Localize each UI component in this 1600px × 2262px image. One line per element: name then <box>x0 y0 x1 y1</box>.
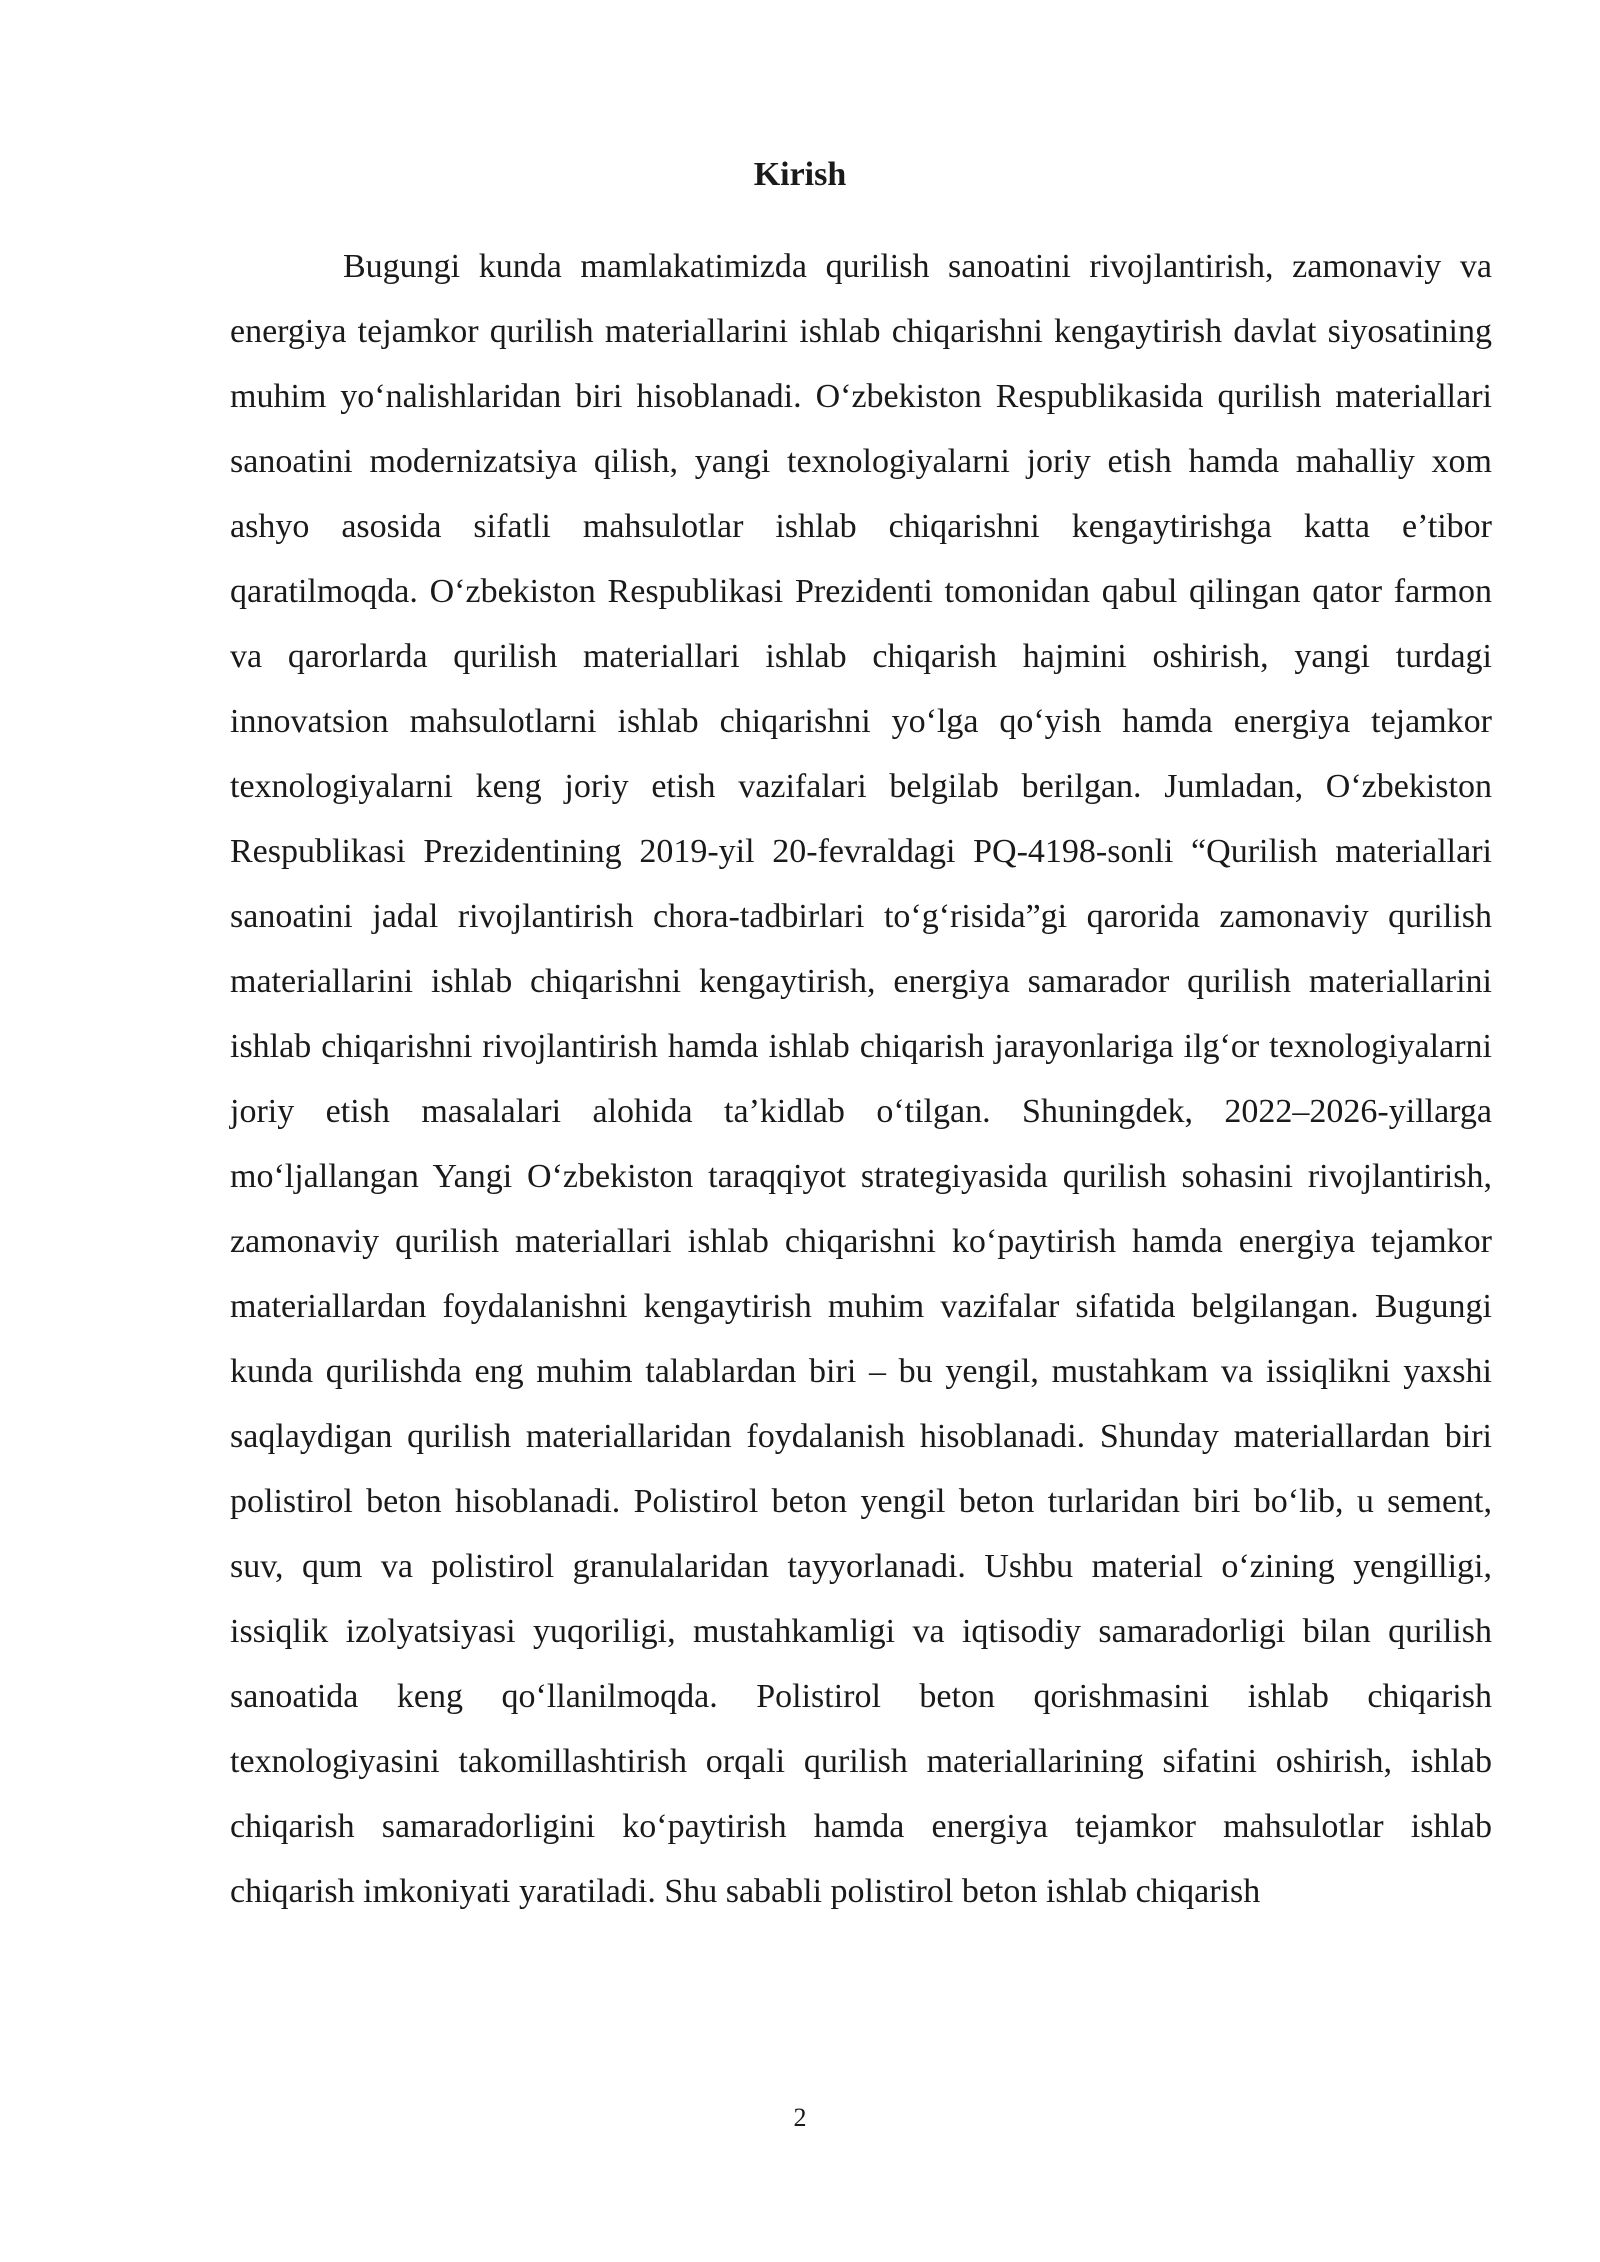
page-number: 2 <box>793 2103 807 2132</box>
body-paragraph: Bugungi kunda mamlakatimizda qurilish sanoatini rivojlantirish, zamonaviy va energiya tejamkor qurilish materiallarini ishlab chiqarishni kengaytirish davlat siyosatining muhim yo‘nalishlaridan biri hisoblanadi. O‘zbekiston Respublikasida qurilish materiallari sanoatini modernizatsiya qilish, yangi texnologiyalarni joriy etish hamda mahalliy xom ashyo asosida sifatli mahsulotlar ishlab chiqarishni kengaytirishga katta e’tibor qaratilmoqda. O‘zbekiston Respublikasi Prezidenti tomonidan qabul qilingan qator farmon va qarorlarda qurilish materiallari ishlab chiqarish hajmini oshirish, yangi turdagi innovatsion mahsulotlarni ishlab chiqarishni yo‘lga qo‘yish hamda energiya tejamkor texnologiyalarni keng joriy etish vazifalari belgilab berilgan. Jumladan, O‘zbekiston Respublikasi Prezidentining 2019-yil 20-fevraldagi PQ-4198-sonli “Qurilish materiallari sanoatini jadal rivojlantirish chora-tadbirlari to‘g‘risida”gi qarorida zamonaviy qurilish materiallarini ishlab chiqarishni kengaytirish, energiya samarador qurilish materiallarini ishlab chiqarishni rivojlantirish hamda ishlab chiqarish jarayonlariga ilg‘or texnologiyalarni joriy etish masalalari alohida ta’kidlab o‘tilgan. Shuningdek, 2022–2026-yillarga mo‘ljallangan Yangi O‘zbekiston taraqqiyot strategiyasida qurilish sohasini rivojlantirish, zamonaviy qurilish materiallari ishlab chiqarishni ko‘paytirish hamda energiya tejamkor materiallardan foydalanishni kengaytirish muhim vazifalar sifatida belgilangan. Bugungi kunda qurilishda eng muhim talablardan biri – bu yengil, mustahkam va issiqlikni yaxshi saqlaydigan qurilish materiallaridan foydalanish hisoblanadi. Shunday materiallardan biri polistirol beton hisoblanadi. Polistirol beton yengil beton turlaridan biri bo‘lib, u sement, suv, qum va polistirol granulalaridan tayyorlanadi. Ushbu material o‘zining yengilligi, issiqlik izolyatsiyasi yuqoriligi, mustahkamligi va iqtisodiy samaradorligi bilan qurilish sanoatida keng qo‘llanilmoqda. Polistirol beton qorishmasini ishlab chiqarish texnologiyasini takomillashtirish orqali qurilish materiallarining sifatini oshirish, ishlab chiqarish samaradorligini ko‘paytirish hamda energiya tejamkor mahsulotlar ishlab chiqarish imkoniyati yaratiladi. Shu sababli polistirol beton ishlab chiqarish <box>230 248 1492 1910</box>
section-title: Kirish <box>753 156 847 193</box>
